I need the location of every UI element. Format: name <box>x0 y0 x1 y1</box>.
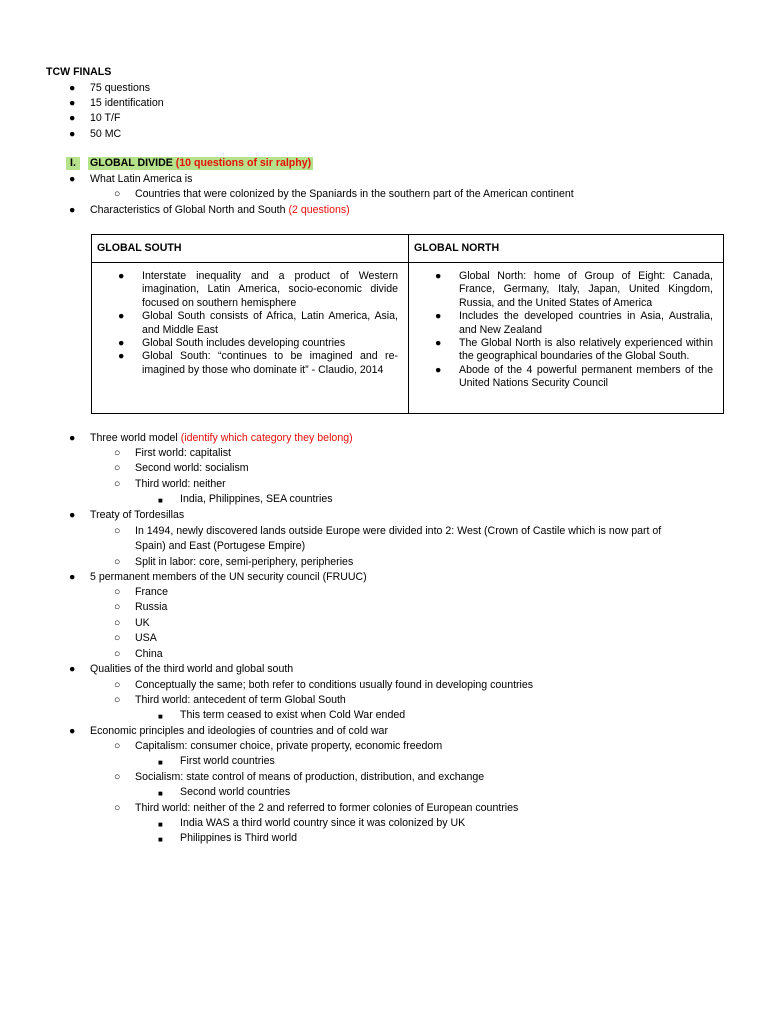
bullet: ■ <box>158 835 163 844</box>
bullet: ○ <box>114 740 121 752</box>
list-item: First world: capitalist <box>135 447 231 459</box>
list-item: Split in labor: core, semi-periphery, peripheries <box>135 556 354 568</box>
bullet: ○ <box>114 694 121 706</box>
global-north-cell <box>409 263 724 414</box>
bullet: ○ <box>114 679 121 691</box>
bullet: ● <box>69 128 76 140</box>
bullet: ○ <box>114 648 121 660</box>
table-list-item: ● The Global North is also relatively experienced within the geographical boundaries of the Global South. <box>435 337 713 363</box>
list-item: Philippines is Third world <box>180 832 297 844</box>
bullet: ■ <box>158 820 163 829</box>
list-item: This term ceased to exist when Cold War ended <box>180 709 406 721</box>
list-item-continuation: Spain) and East (Portugese Empire) <box>135 540 306 552</box>
bullet: ● <box>69 82 76 94</box>
table-list-item: ● Global South includes developing countries <box>118 337 346 350</box>
list-item: First world countries <box>180 755 275 767</box>
comparison-table <box>91 234 724 414</box>
table-list-item: ● Global South: “continues to be imagined and re-imagined by those who dominate it” - Claudio, 2014 <box>118 350 398 376</box>
bullet: ○ <box>114 617 121 629</box>
document-title: TCW FINALS <box>46 66 112 78</box>
three-world-label: Three world model <box>90 432 178 444</box>
list-item: India, Philippines, SEA countries <box>180 493 333 505</box>
list-item <box>90 204 350 217</box>
list-item: 10 T/F <box>90 112 121 124</box>
list-item: Third world: neither of the 2 and referred to former colonies of European countries <box>135 802 519 814</box>
bullet: ■ <box>158 789 163 798</box>
section-title: GLOBAL DIVIDE <box>90 157 173 169</box>
list-item: Countries that were colonized by the Spaniards in the southern part of the American continent <box>135 188 574 200</box>
list-item: 50 MC <box>90 128 122 140</box>
bullet: ■ <box>158 712 163 721</box>
list-item <box>90 432 353 445</box>
bullet: ○ <box>114 556 121 568</box>
section-heading <box>88 157 313 170</box>
bullet: ○ <box>114 771 121 783</box>
section-number: I. <box>66 157 80 170</box>
list-item: India WAS a third world country since it was colonized by UK <box>180 817 466 829</box>
bullet: ● <box>69 204 76 216</box>
list-item: 5 permanent members of the UN security council (FRUUC) <box>90 571 367 583</box>
list-item: Third world: antecedent of term Global South <box>135 694 346 706</box>
three-world-note: (identify which category they belong) <box>180 432 353 444</box>
bullet: ○ <box>114 478 121 490</box>
bullet: ○ <box>114 525 121 537</box>
list-item: France <box>135 586 168 598</box>
table-header-global-north: GLOBAL NORTH <box>409 235 724 263</box>
list-item: Russia <box>135 601 168 613</box>
bullet: ● <box>69 571 76 583</box>
list-item: USA <box>135 632 157 644</box>
list-item: 75 questions <box>90 82 151 94</box>
bullet: ● <box>69 509 76 521</box>
list-item: Third world: neither <box>135 478 226 490</box>
bullet: ● <box>69 432 76 444</box>
characteristics-label: Characteristics of Global North and South <box>90 204 286 216</box>
table-header-global-south: GLOBAL SOUTH <box>92 235 409 263</box>
table-list-item: ● Interstate inequality and a product of Western imagination, Latin America, socio-economic divide focused on southern hemisphere <box>118 270 398 309</box>
section-note: (10 questions of sir ralphy) <box>175 157 312 169</box>
list-item: Second world: socialism <box>135 462 249 474</box>
list-item: In 1494, newly discovered lands outside Europe were divided into 2: West (Crown of Castile which is now part of <box>135 525 662 537</box>
list-item: UK <box>135 617 150 629</box>
list-item: China <box>135 648 163 660</box>
list-item: Socialism: state control of means of production, distribution, and exchange <box>135 771 485 783</box>
list-item: 15 identification <box>90 97 164 109</box>
bullet: ○ <box>114 802 121 814</box>
bullet: ● <box>69 112 76 124</box>
table-list-item: ● Abode of the 4 powerful permanent members of the United Nations Security Council <box>435 363 713 390</box>
characteristics-note: (2 questions) <box>288 204 350 216</box>
bullet: ○ <box>114 601 121 613</box>
bullet: ● <box>69 173 76 185</box>
list-item: Conceptually the same; both refer to conditions usually found in developing countries <box>135 679 534 691</box>
bullet: ● <box>69 663 76 675</box>
bullet: ○ <box>114 447 121 459</box>
list-item: Capitalism: consumer choice, private property, economic freedom <box>135 740 443 752</box>
bullet: ■ <box>158 496 163 505</box>
list-item: Qualities of the third world and global south <box>90 663 294 675</box>
bullet: ○ <box>114 632 121 644</box>
bullet: ○ <box>114 188 121 200</box>
list-item: Treaty of Tordesillas <box>90 509 185 521</box>
list-item: Second world countries <box>180 786 291 798</box>
bullet: ● <box>69 97 76 109</box>
table-list-item: ● Includes the developed countries in Asia, Australia, and New Zealand <box>435 310 713 336</box>
list-item: Economic principles and ideologies of countries and of cold war <box>90 725 388 737</box>
bullet: ● <box>69 725 76 737</box>
global-south-cell <box>92 263 409 414</box>
bullet: ■ <box>158 758 163 767</box>
bullet: ○ <box>114 586 121 598</box>
bullet: ○ <box>114 462 121 474</box>
table-list-item: ● Global South consists of Africa, Latin America, Asia, and Middle East <box>118 310 398 336</box>
list-item: What Latin America is <box>90 173 193 185</box>
table-list-item: ● Global North: home of Group of Eight: Canada, France, Germany, Italy, Japan, United Kingdom, Russia, and the United States of America <box>435 270 713 309</box>
